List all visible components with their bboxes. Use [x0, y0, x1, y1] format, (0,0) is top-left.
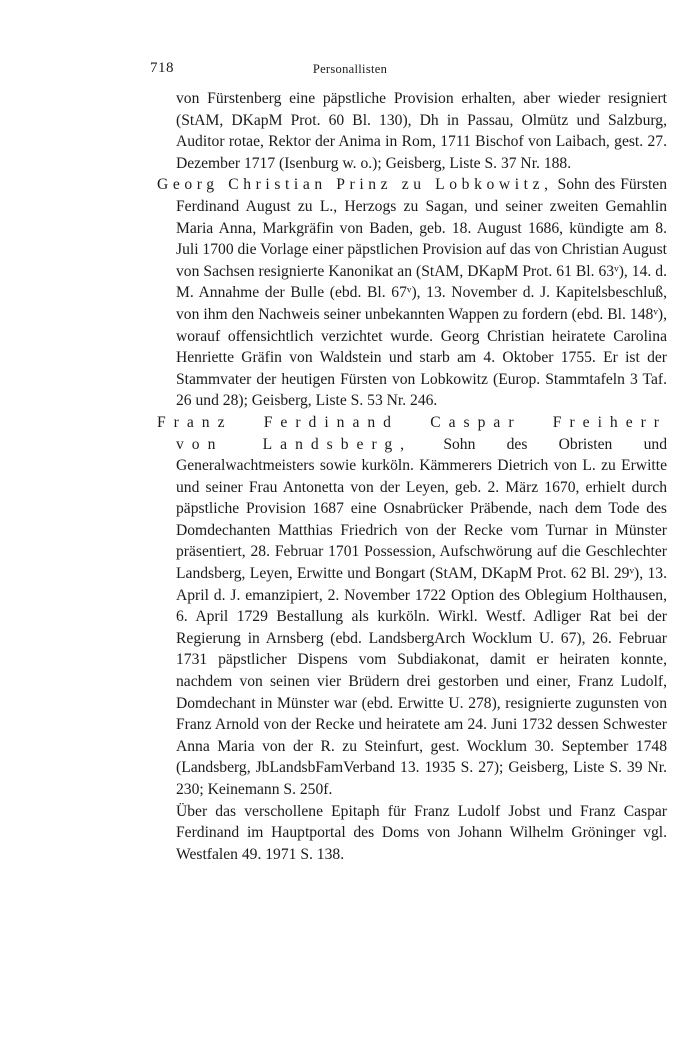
- body-text: [157, 88, 667, 865]
- epitaph-note: [157, 801, 667, 866]
- entry-landsberg: [157, 412, 667, 801]
- entry-text: Sohn des Obristen und Generalwachtmeisters sowie kurköln. Kämmerers Dietrich von L. zu Erwitte und seiner Frau Antonetta von der Leyen, geb. 2. März 1670, erhielt durch päpstliche Provision 1687 eine Osnabrücker Präbende, nach dem Tode des Domdechanten Matthias Friedrich von der Recke vom Turnar in Münster präsentiert, 28. Februar 1701 Possession, Aufschwörung auf die Geschlechter Landsberg, Leyen, Erwitte und Bongart (StAM, DKapM Prot. 62 Bl. 29ᵛ), 13. April d. J. emanzipiert, 2. November 1722 Option des Oblegium Holthausen, 6. April 1729 Bestallung als kurköln. Wirkl. Westf. Adliger Rat bei der Regierung in Arnsberg (ebd. LandsbergArch Wocklum U. 67), 26. Februar 1731 päpstlicher Dispens vom Subdiakonat, damit er heiraten konnte, nachdem von seinen vier Brüdern drei gestorben und einer, Franz Ludolf, Domdechant in Münster war (ebd. Erwitte U. 278), resignierte zugunsten von Franz Arnold von der Recke und heiratete am 24. Juni 1732 dessen Schwester Anna Maria von der R. zu Steinfurt, gest. Wocklum 30. September 1748 (Landsberg, JbLandsbFamVerband 13. 1935 S. 27); Geisberg, Liste S. 39 Nr. 230; Keinemann S. 250f.: [176, 435, 667, 798]
- note-text: Über das verschollene Epitaph für Franz Ludolf Jobst und Franz Caspar Ferdinand im Hauptportal des Doms von Johann Wilhelm Gröninger vgl. Westfalen 49. 1971 S. 138.: [176, 802, 667, 863]
- running-head: Personallisten: [312, 62, 388, 76]
- entry-text: Sohn des Fürsten Ferdinand August zu L., Herzogs zu Sagan, und seiner zweiten Gemahlin Maria Anna, Markgräfin von Baden, geb. 18. August 1686, kündigte am 8. Juli 1700 die Vorlage einer päpstlichen Provision auf das von Christian August von Sachsen resignierte Kanonikat an (StAM, DKapM Prot. 61 Bl. 63ᵛ), 14. d. M. Annahme der Bulle (ebd. Bl. 67ᵛ), 13. November d. J. Kapitelsbeschluß, von ihm den Nachweis seiner unbekannten Wappen zu fordern (ebd. Bl. 148ᵛ), worauf offensichtlich verzichtet wurde. Georg Christian heiratete Carolina Henriette Gräfin von Waldstein und starb am 4. Oktober 1755. Er ist der Stammvater der heutigen Fürsten von Lobkowitz (Europ. Stammtafeln 3 Taf. 26 und 28); Geisberg, Liste S. 53 Nr. 246.: [176, 176, 668, 410]
- entry-name: Georg Christian Prinz zu Lobkowitz,: [157, 176, 553, 194]
- entry-name: Franz Ferdinand Caspar Freiherr von Landsberg,: [157, 413, 667, 453]
- entry-lobkowitz: [157, 174, 667, 412]
- page-number: 718: [150, 60, 174, 76]
- continued-entry: [157, 88, 667, 174]
- continued-entry-text: von Fürstenberg eine päpstliche Provision erhalten, aber wieder resigniert (StAM, DKapM Prot. 60 Bl. 130), Dh in Passau, Olmütz und Salzburg, Auditor rotae, Rektor der Anima in Rom, 1711 Bischof von Laibach, gest. 27. Dezember 1717 (Isenburg w. o.); Geisberg, Liste S. 37 Nr. 188.: [176, 90, 667, 172]
